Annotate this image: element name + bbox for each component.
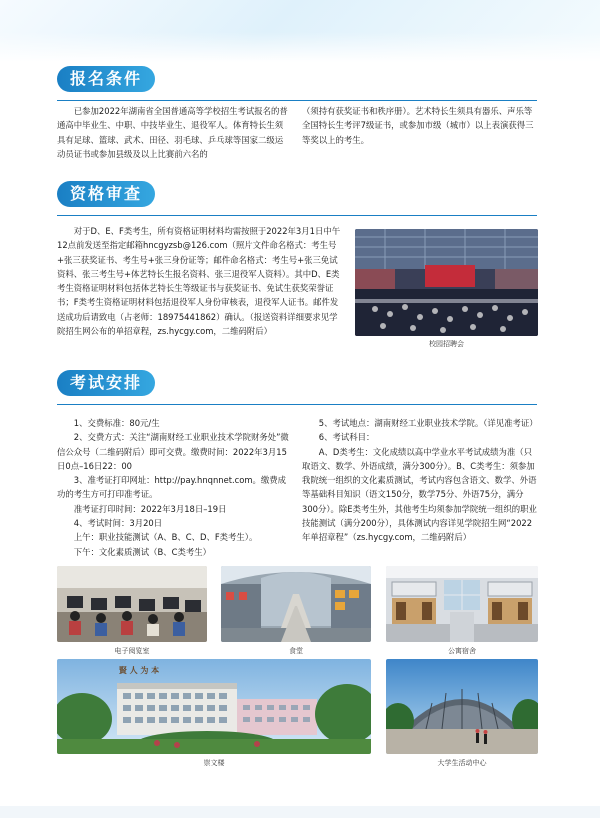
chongwen-building-caption: 崇文楼 [203, 759, 225, 767]
bottom-background [0, 806, 600, 818]
registration-text-right: （须持有获奖证书和秩序册）。艺术特长生须具有器乐、声乐等全国特长生考评7级证书，或参加市级（城市）以上表演获得三等奖以上的考生。 [302, 106, 534, 145]
section-divider [57, 404, 537, 405]
section-title-qualification: 资格审查 [57, 181, 155, 207]
section-header-registration [57, 66, 537, 92]
qualification-text: 对于D、E、F类考生，所有资格证明材料均需按照于2022年3月1日中午12点前发送至指定邮箱hncgyzsb@126.com（照片文件命名格式：考生号+张三获奖证书、考生号+张三身份证等；邮件命名格式：考生号+张三免试资料、张三考生号+体艺特长生报名资料、张三退役军人资料）。其中D、E类考生资格证明材料包括体艺特长生等级证书与获奖证书、免试生获奖荣誉证书；F类考生资格证明材料包括退役军人身份审核表，退役军人证书。邮件发送成功后请致电（占老师：18975441862）确认。（报送资料详细要求见学院招生网公布的单招章程，zs.hycgy.com，二维码附后） [57, 226, 341, 337]
section-title-exam: 考试安排 [57, 370, 155, 396]
job-fair-caption: 校园招聘会 [429, 340, 464, 348]
exam-item: 下午：文化素质测试（B、C类考生） [73, 546, 212, 557]
section-header-exam [57, 370, 537, 396]
top-background [0, 0, 600, 62]
registration-text-left: 已参加2022年湖南省全国普通高等学校招生考试报名的普通高中毕业生、中职、中技毕业生、退役军人。体育特长生须具有足球、篮球、武术、田径、羽毛球、乒乓球等国家二级运动员证书或参加县级及以上比赛前六名的 [57, 106, 288, 159]
building-sign: 賢 人 为 本 [118, 665, 160, 675]
exam-item: 准考证打印时间：2022年3月18日–19日 [73, 503, 227, 514]
canteen-image [221, 566, 371, 642]
exam-item: 2、交费方式：关注“湖南财经工业职业技术学院财务处”微信公众号（二维码附后）即可交费。缴费时间：2022年3月15日0点–16日22：00 [57, 432, 289, 471]
exam-item: 4、考试时间：3月20日 [73, 518, 163, 529]
exam-list-left [57, 416, 289, 559]
section-divider [57, 215, 537, 216]
exam-item: 上午：职业技能测试（A、B、C、D、F类考生）。 [73, 532, 258, 543]
exam-list-right [302, 416, 538, 545]
section-title-registration: 报名条件 [57, 66, 155, 92]
section-header-qualification [57, 181, 537, 207]
job-fair-image [355, 229, 538, 336]
activity-center-photo [386, 659, 538, 754]
activity-center-caption: 大学生活动中心 [437, 759, 487, 767]
exam-item: 3、准考证打印网址：http://pay.hnqnnet.com。缴费成功的考生方可打印准考证。 [57, 475, 287, 500]
exam-item: 6、考试科目： [318, 432, 375, 443]
reading-room-caption: 电子阅览室 [114, 647, 150, 655]
activity-center-image [386, 659, 538, 754]
exam-item: 1、交费标准：80元/生 [73, 418, 160, 428]
canteen-caption: 食堂 [289, 647, 303, 655]
reading-room-photo [57, 566, 207, 642]
job-fair-photo [355, 229, 538, 336]
exam-item: A、D类考生：文化成绩以高中学业水平考试成绩为准（只取语文、数学、外语成绩，满分300分）。B、C类考生：须参加我院统一组织的文化素质测试，考试内容包含语文、数学、外语等基础科目知识（语文150分，数学75分、外语75分，满分300分）。除E类考生外，其他考生均须参加学院统一组织的职业技能测试（满分200分），具体测试内容详见学院招生网“2022年单招章程”（zs.hycgy.com，二维码附后） [302, 446, 537, 543]
dorm-photo [386, 566, 538, 642]
canteen-photo [221, 566, 371, 642]
dorm-caption: 公寓宿舍 [448, 647, 476, 655]
exam-item: 5、考试地点：湖南财经工业职业技术学院。（详见准考证） [318, 418, 538, 428]
dorm-image [386, 566, 538, 642]
section-divider [57, 100, 537, 101]
reading-room-image [57, 566, 207, 642]
